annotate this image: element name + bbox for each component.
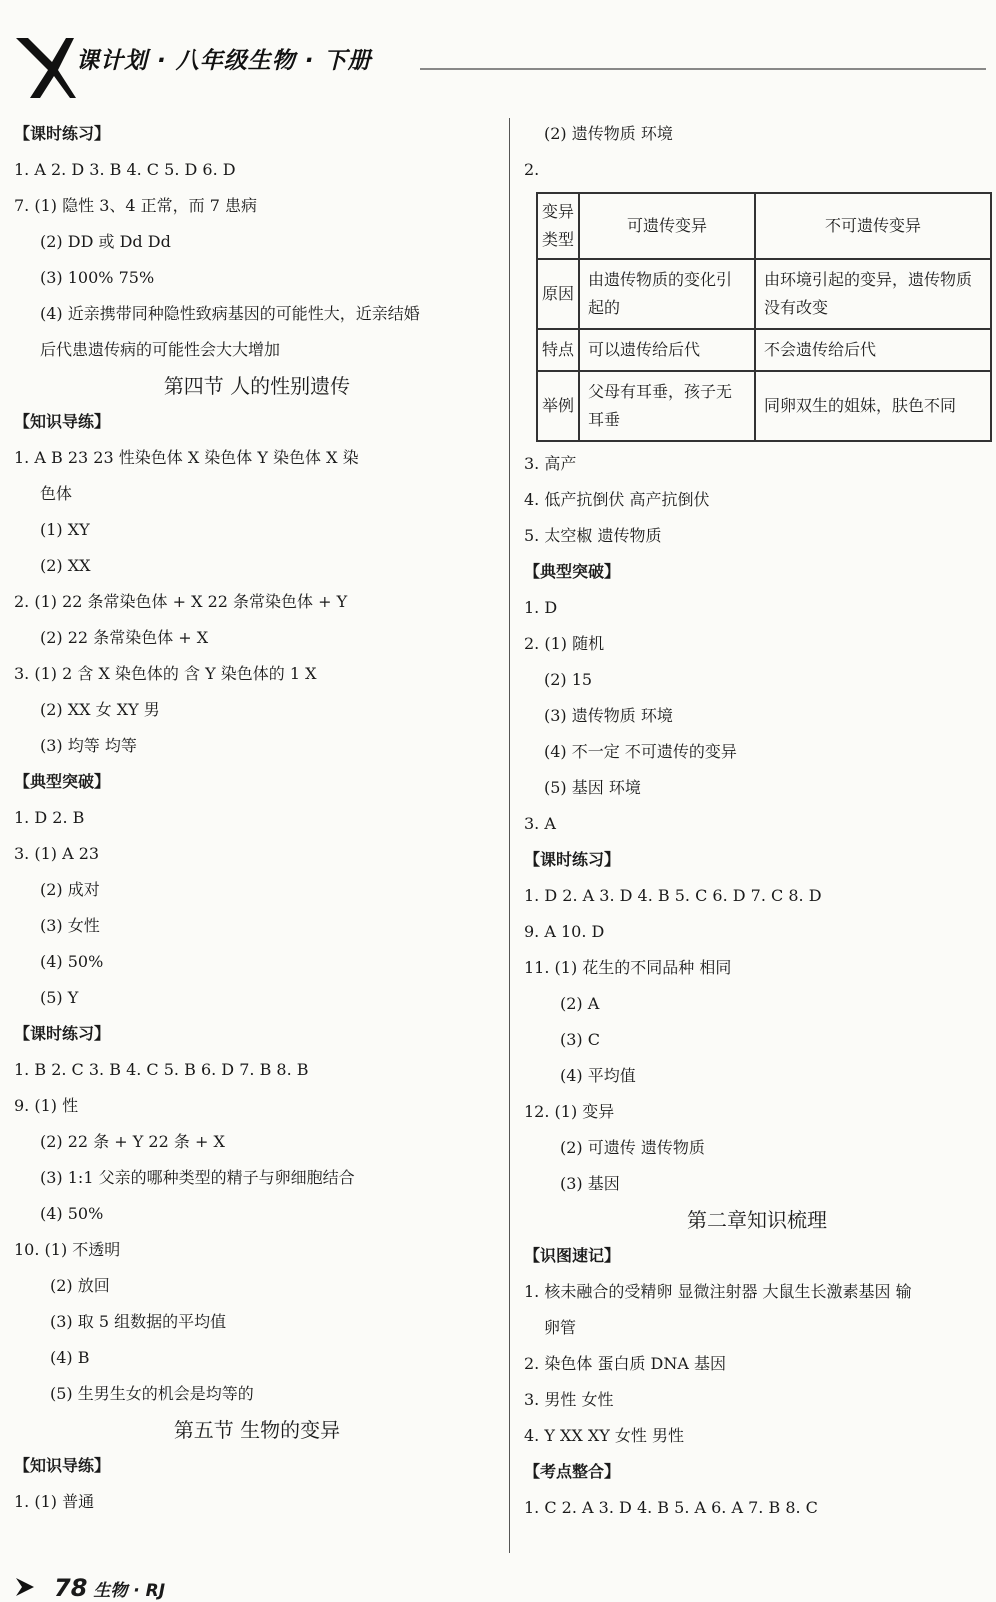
answer-line: 9. A 10. D [524,922,605,941]
answer-line: (3) 女性 [40,916,100,935]
section-heading: 【课时练习】 [14,124,111,143]
section-heading: 【知识导练】 [14,1456,111,1475]
right-column [524,116,990,1526]
row-label: 举例 [537,371,579,441]
right-column-bottom [524,446,990,1526]
right-column-top [524,116,990,188]
answer-line: 9. (1) 性 [14,1096,79,1115]
answer-line: 2. (1) 随机 [524,634,605,653]
answer-line: (3) 1:1 父亲的哪种类型的精子与卵细胞结合 [40,1168,355,1187]
answer-line: (2) XX [40,556,91,575]
answer-line: (3) 100% 75% [40,268,155,287]
answer-line: 3. (1) A 23 [14,844,100,863]
answer-line: (4) B [50,1348,90,1367]
answer-line: 1. B 2. C 3. B 4. C 5. B 6. D 7. B 8. B [14,1060,309,1079]
answer-line: (2) 22 条常染色体 + X [40,628,209,647]
answer-line: (4) 50% [40,952,104,971]
book-logo-icon [14,36,76,100]
answer-line: (2) 成对 [40,880,100,899]
answer-line: 1. D 2. B [14,808,85,827]
answer-line: (3) 均等 均等 [40,736,137,755]
section-heading: 【考点整合】 [524,1462,621,1481]
table-header-cell: 不可遗传变异 [755,193,991,259]
answer-line: 4. Y XX XY 女性 男性 [524,1426,684,1445]
answer-line: 3. 男性 女性 [524,1390,614,1409]
section-heading: 【课时练习】 [524,850,621,869]
answer-line: 1. D 2. A 3. D 4. B 5. C 6. D 7. C 8. D [524,886,822,905]
section-heading: 【知识导练】 [14,412,111,431]
answer-line: 1. A 2. D 3. B 4. C 5. D 6. D [14,160,236,179]
answer-line: 1. C 2. A 3. D 4. B 5. A 6. A 7. B 8. C [524,1498,818,1517]
page-footer [14,1574,165,1600]
table-cell: 同卵双生的姐妹，肤色不同 [755,371,991,441]
row-label: 特点 [537,329,579,371]
answer-line: (3) 遗传物质 环境 [544,706,673,725]
footer-subject: 生物 · RJ [93,1581,166,1601]
answer-line: (4) 近亲携带同种隐性致病基因的可能性大，近亲结婚 [40,304,420,323]
answer-line: (3) 取 5 组数据的平均值 [50,1312,227,1331]
row-label: 原因 [537,259,579,329]
table-cell: 父母有耳垂，孩子无耳垂 [579,371,755,441]
section-heading: 【典型突破】 [524,562,621,581]
answer-line: 2. (1) 22 条常染色体 + X 22 条常染色体 + Y [14,592,348,611]
table-header-cell: 变异类型 [537,193,579,259]
table-row [537,371,991,441]
answer-line: 5. 太空椒 遗传物质 [524,526,662,545]
answer-line: 4. 低产抗倒伏 高产抗倒伏 [524,490,710,509]
answer-line: (2) 15 [544,670,593,689]
answer-line: (2) DD 或 Dd Dd [40,232,171,251]
answer-line: (5) 基因 环境 [544,778,641,797]
answer-line: (3) 基因 [560,1174,620,1193]
answer-line: 2. [524,160,540,179]
answer-line: 2. 染色体 蛋白质 DNA 基因 [524,1354,726,1373]
answer-line: 1. A B 23 23 性染色体 X 染色体 Y 染色体 X 染 [14,448,359,467]
column-divider [509,118,510,1553]
answer-line: 7. (1) 隐性 3、4 正常，而 7 患病 [14,196,257,215]
answer-line: 1. (1) 普通 [14,1492,95,1511]
answer-line: (2) 22 条 + Y 22 条 + X [40,1132,225,1151]
answer-line: (2) XX 女 XY 男 [40,700,160,719]
answer-line: (4) 50% [40,1204,104,1223]
chapter-title: 第二章知识梳理 [687,1208,827,1232]
answer-line: (2) 遗传物质 环境 [544,124,673,143]
answer-line: (5) Y [40,988,79,1007]
page-arrow-icon [14,1574,44,1600]
answer-line: (4) 平均值 [560,1066,636,1085]
page-number: 78 [54,1574,88,1602]
table-row [537,329,991,371]
answer-line: 10. (1) 不透明 [14,1240,121,1259]
answer-line: 12. (1) 变异 [524,1102,615,1121]
answer-line: 11. (1) 花生的不同品种 相同 [524,958,732,977]
answer-line: 色体 [40,484,73,503]
section-heading: 【识图速记】 [524,1246,621,1265]
header-rule [420,68,986,70]
table-cell: 不会遗传给后代 [755,329,991,371]
answer-line: 卵管 [544,1318,577,1337]
section-heading: 【典型突破】 [14,772,111,791]
answer-line: (4) 不一定 不可遗传的变异 [544,742,737,761]
answer-line: 3. A [524,814,556,833]
table-row [537,259,991,329]
answer-line: 1. 核未融合的受精卵 显微注射器 大鼠生长激素基因 输 [524,1282,912,1301]
answer-line: 1. D [524,598,558,617]
answer-line: (2) 可遗传 遗传物质 [560,1138,705,1157]
chapter-title: 第四节 人的性别遗传 [163,374,351,398]
answer-line: (2) A [560,994,600,1013]
answer-line: 3. (1) 2 含 X 染色体的 含 Y 染色体的 1 X [14,664,317,683]
table-header-cell: 可遗传变异 [579,193,755,259]
answer-line: 3. 高产 [524,454,577,473]
answer-line: (3) C [560,1030,600,1049]
page-header [0,0,996,100]
table-cell: 由遗传物质的变化引起的 [579,259,755,329]
answer-line: (5) 生男生女的机会是均等的 [50,1384,254,1403]
table-cell: 可以遗传给后代 [579,329,755,371]
chapter-title: 第五节 生物的变异 [173,1418,341,1442]
variation-table [536,192,992,442]
header-title: 课计划 · 八年级生物 · 下册 [76,48,372,74]
section-heading: 【课时练习】 [14,1024,111,1043]
left-column [14,116,500,1520]
answer-line: (2) 放回 [50,1276,110,1295]
table-header-row [537,193,991,259]
answer-line: (1) XY [40,520,90,539]
answer-line: 后代患遗传病的可能性会大大增加 [40,340,281,359]
table-cell: 由环境引起的变异，遗传物质没有改变 [755,259,991,329]
